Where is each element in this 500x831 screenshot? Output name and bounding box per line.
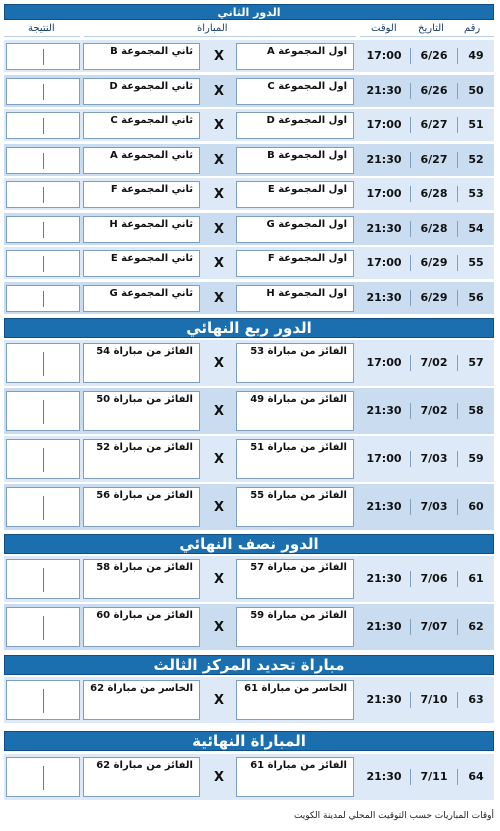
- match-time: 17:00: [366, 452, 402, 465]
- vs-label: X: [213, 291, 225, 306]
- team-b: الفائز من مباراة 52: [83, 439, 200, 479]
- result-divider: [43, 118, 44, 134]
- page-title: الدور الثاني: [4, 4, 494, 20]
- match-date: 6/28: [420, 222, 448, 235]
- result-input[interactable]: [6, 78, 80, 105]
- match-number: 52: [468, 153, 484, 166]
- table-row: [4, 75, 494, 107]
- match-number: 55: [468, 256, 484, 269]
- team-b: الفائز من مباراة 54: [83, 343, 200, 383]
- match-number: 60: [468, 500, 484, 513]
- table-row: [4, 340, 494, 386]
- result-input[interactable]: [6, 343, 80, 383]
- table-row: [4, 109, 494, 141]
- vs-label: X: [213, 49, 225, 64]
- result-divider: [43, 689, 44, 713]
- vs-label: X: [213, 84, 225, 99]
- team-b: الفائز من مباراة 60: [83, 607, 200, 647]
- column-divider: [457, 403, 458, 419]
- match-number: 63: [468, 693, 484, 706]
- team-a: الفائز من مباراة 61: [236, 757, 354, 797]
- column-divider: [457, 290, 458, 306]
- team-b: ثاني المجموعة A: [83, 147, 200, 174]
- match-number: 58: [468, 404, 484, 417]
- match-date: 6/28: [420, 187, 448, 200]
- header-time: الوقت: [371, 23, 397, 34]
- match-date: 7/02: [420, 404, 448, 417]
- header-number: رقم: [464, 23, 481, 34]
- match-number: 59: [468, 452, 484, 465]
- result-divider: [43, 49, 44, 65]
- team-a: اول المجموعة E: [236, 181, 354, 208]
- match-time: 17:00: [366, 356, 402, 369]
- team-b: ثاني المجموعة H: [83, 216, 200, 243]
- team-b: ثاني المجموعة G: [83, 285, 200, 312]
- team-b: ثاني المجموعة C: [83, 112, 200, 139]
- table-row: [4, 388, 494, 434]
- match-date: 7/02: [420, 356, 448, 369]
- match-time: 21:30: [366, 500, 402, 513]
- team-b: ثاني المجموعة B: [83, 43, 200, 70]
- team-a: اول المجموعة D: [236, 112, 354, 139]
- result-input[interactable]: [6, 216, 80, 243]
- column-divider: [410, 48, 411, 64]
- column-divider: [457, 117, 458, 133]
- team-a: اول المجموعة F: [236, 250, 354, 277]
- section-title: المباراة النهائية: [4, 731, 494, 751]
- match-time: 21:30: [366, 572, 402, 585]
- section-title: الدور ربع النهائي: [4, 318, 494, 338]
- column-divider: [410, 255, 411, 271]
- column-divider: [457, 769, 458, 785]
- column-divider: [410, 619, 411, 635]
- match-time: 21:30: [366, 222, 402, 235]
- column-divider: [457, 451, 458, 467]
- match-number: 50: [468, 84, 484, 97]
- column-headers: [4, 21, 494, 38]
- match-date: 6/27: [420, 153, 448, 166]
- team-a: اول المجموعة G: [236, 216, 354, 243]
- team-b: الخاسر من مباراة 62: [83, 680, 200, 720]
- result-divider: [43, 448, 44, 472]
- result-divider: [43, 496, 44, 520]
- result-input[interactable]: [6, 112, 80, 139]
- team-b: الفائز من مباراة 56: [83, 487, 200, 527]
- result-divider: [43, 400, 44, 424]
- table-row: [4, 247, 494, 279]
- result-divider: [43, 291, 44, 307]
- header-date: التاريخ: [418, 23, 444, 34]
- column-divider: [457, 186, 458, 202]
- match-number: 64: [468, 770, 484, 783]
- match-date: 7/07: [420, 620, 448, 633]
- team-b: الفائز من مباراة 50: [83, 391, 200, 431]
- column-divider: [410, 290, 411, 306]
- result-divider: [43, 84, 44, 100]
- match-number: 51: [468, 118, 484, 131]
- result-divider: [43, 766, 44, 790]
- team-a: اول المجموعة A: [236, 43, 354, 70]
- team-b: الفائز من مباراة 62: [83, 757, 200, 797]
- team-b: الفائز من مباراة 58: [83, 559, 200, 599]
- column-divider: [410, 355, 411, 371]
- table-row: [4, 677, 494, 723]
- column-divider: [410, 403, 411, 419]
- vs-label: X: [213, 452, 225, 467]
- table-row: [4, 144, 494, 176]
- match-number: 62: [468, 620, 484, 633]
- column-divider: [457, 152, 458, 168]
- footnote: أوقات المباريات حسب التوقيت المحلي لمدينة الكويت: [293, 811, 494, 821]
- match-number: 56: [468, 291, 484, 304]
- match-time: 21:30: [366, 291, 402, 304]
- match-time: 21:30: [366, 770, 402, 783]
- team-a: اول المجموعة H: [236, 285, 354, 312]
- section-title: مباراة تحديد المركز الثالث: [4, 655, 494, 675]
- column-divider: [457, 692, 458, 708]
- result-divider: [43, 222, 44, 238]
- vs-label: X: [213, 256, 225, 271]
- match-number: 49: [468, 49, 484, 62]
- match-time: 21:30: [366, 620, 402, 633]
- section-title: الدور نصف النهائي: [4, 534, 494, 554]
- header-result: النتيجة: [28, 23, 55, 34]
- result-input[interactable]: [6, 147, 80, 174]
- team-b: ثاني المجموعة F: [83, 181, 200, 208]
- team-b: ثاني المجموعة D: [83, 78, 200, 105]
- table-row: [4, 754, 494, 800]
- column-divider: [410, 499, 411, 515]
- result-divider: [43, 568, 44, 592]
- match-date: 6/29: [420, 291, 448, 304]
- result-input[interactable]: [6, 250, 80, 277]
- table-row: [4, 484, 494, 530]
- match-date: 6/27: [420, 118, 448, 131]
- column-divider: [410, 451, 411, 467]
- team-a: اول المجموعة C: [236, 78, 354, 105]
- match-time: 21:30: [366, 693, 402, 706]
- match-date: 7/11: [420, 770, 448, 783]
- table-row: [4, 604, 494, 650]
- team-a: الخاسر من مباراة 61: [236, 680, 354, 720]
- match-date: 7/10: [420, 693, 448, 706]
- team-a: الفائز من مباراة 55: [236, 487, 354, 527]
- match-date: 6/29: [420, 256, 448, 269]
- column-divider: [457, 355, 458, 371]
- match-time: 17:00: [366, 118, 402, 131]
- result-input[interactable]: [6, 285, 80, 312]
- match-number: 61: [468, 572, 484, 585]
- column-divider: [410, 692, 411, 708]
- match-time: 17:00: [366, 256, 402, 269]
- table-row: [4, 213, 494, 245]
- column-divider: [457, 619, 458, 635]
- match-time: 21:30: [366, 153, 402, 166]
- match-date: 7/03: [420, 452, 448, 465]
- vs-label: X: [213, 118, 225, 133]
- vs-label: X: [213, 356, 225, 371]
- table-row: [4, 178, 494, 210]
- team-b: ثاني المجموعة E: [83, 250, 200, 277]
- table-row: [4, 436, 494, 482]
- result-input[interactable]: [6, 43, 80, 70]
- result-divider: [43, 352, 44, 376]
- column-divider: [457, 499, 458, 515]
- team-a: الفائز من مباراة 53: [236, 343, 354, 383]
- column-divider: [457, 571, 458, 587]
- team-a: الفائز من مباراة 49: [236, 391, 354, 431]
- column-divider: [410, 152, 411, 168]
- result-input[interactable]: [6, 181, 80, 208]
- column-divider: [410, 221, 411, 237]
- vs-label: X: [213, 404, 225, 419]
- match-number: 57: [468, 356, 484, 369]
- column-divider: [457, 83, 458, 99]
- column-divider: [410, 769, 411, 785]
- match-time: 17:00: [366, 187, 402, 200]
- vs-label: X: [213, 770, 225, 785]
- match-number: 54: [468, 222, 484, 235]
- vs-label: X: [213, 153, 225, 168]
- match-date: 7/06: [420, 572, 448, 585]
- result-input[interactable]: [6, 607, 80, 647]
- table-row: [4, 40, 494, 72]
- vs-label: X: [213, 187, 225, 202]
- column-divider: [410, 117, 411, 133]
- team-a: اول المجموعة B: [236, 147, 354, 174]
- match-date: 6/26: [420, 84, 448, 97]
- result-divider: [43, 616, 44, 640]
- table-row: [4, 556, 494, 602]
- result-input[interactable]: [6, 439, 80, 479]
- column-divider: [410, 571, 411, 587]
- table-row: [4, 282, 494, 314]
- team-a: الفائز من مباراة 59: [236, 607, 354, 647]
- result-input[interactable]: [6, 757, 80, 797]
- match-date: 7/03: [420, 500, 448, 513]
- vs-label: X: [213, 620, 225, 635]
- column-divider: [457, 255, 458, 271]
- vs-label: X: [213, 693, 225, 708]
- column-divider: [410, 186, 411, 202]
- vs-label: X: [213, 222, 225, 237]
- match-number: 53: [468, 187, 484, 200]
- match-time: 21:30: [366, 84, 402, 97]
- result-input[interactable]: [6, 559, 80, 599]
- result-input[interactable]: [6, 680, 80, 720]
- result-input[interactable]: [6, 487, 80, 527]
- team-a: الفائز من مباراة 51: [236, 439, 354, 479]
- result-divider: [43, 256, 44, 272]
- vs-label: X: [213, 572, 225, 587]
- column-divider: [457, 48, 458, 64]
- team-a: الفائز من مباراة 57: [236, 559, 354, 599]
- vs-label: X: [213, 500, 225, 515]
- match-date: 6/26: [420, 49, 448, 62]
- column-divider: [410, 83, 411, 99]
- match-time: 17:00: [366, 49, 402, 62]
- column-divider: [457, 221, 458, 237]
- match-time: 21:30: [366, 404, 402, 417]
- result-input[interactable]: [6, 391, 80, 431]
- result-divider: [43, 187, 44, 203]
- header-match: المباراة: [197, 23, 228, 34]
- result-divider: [43, 153, 44, 169]
